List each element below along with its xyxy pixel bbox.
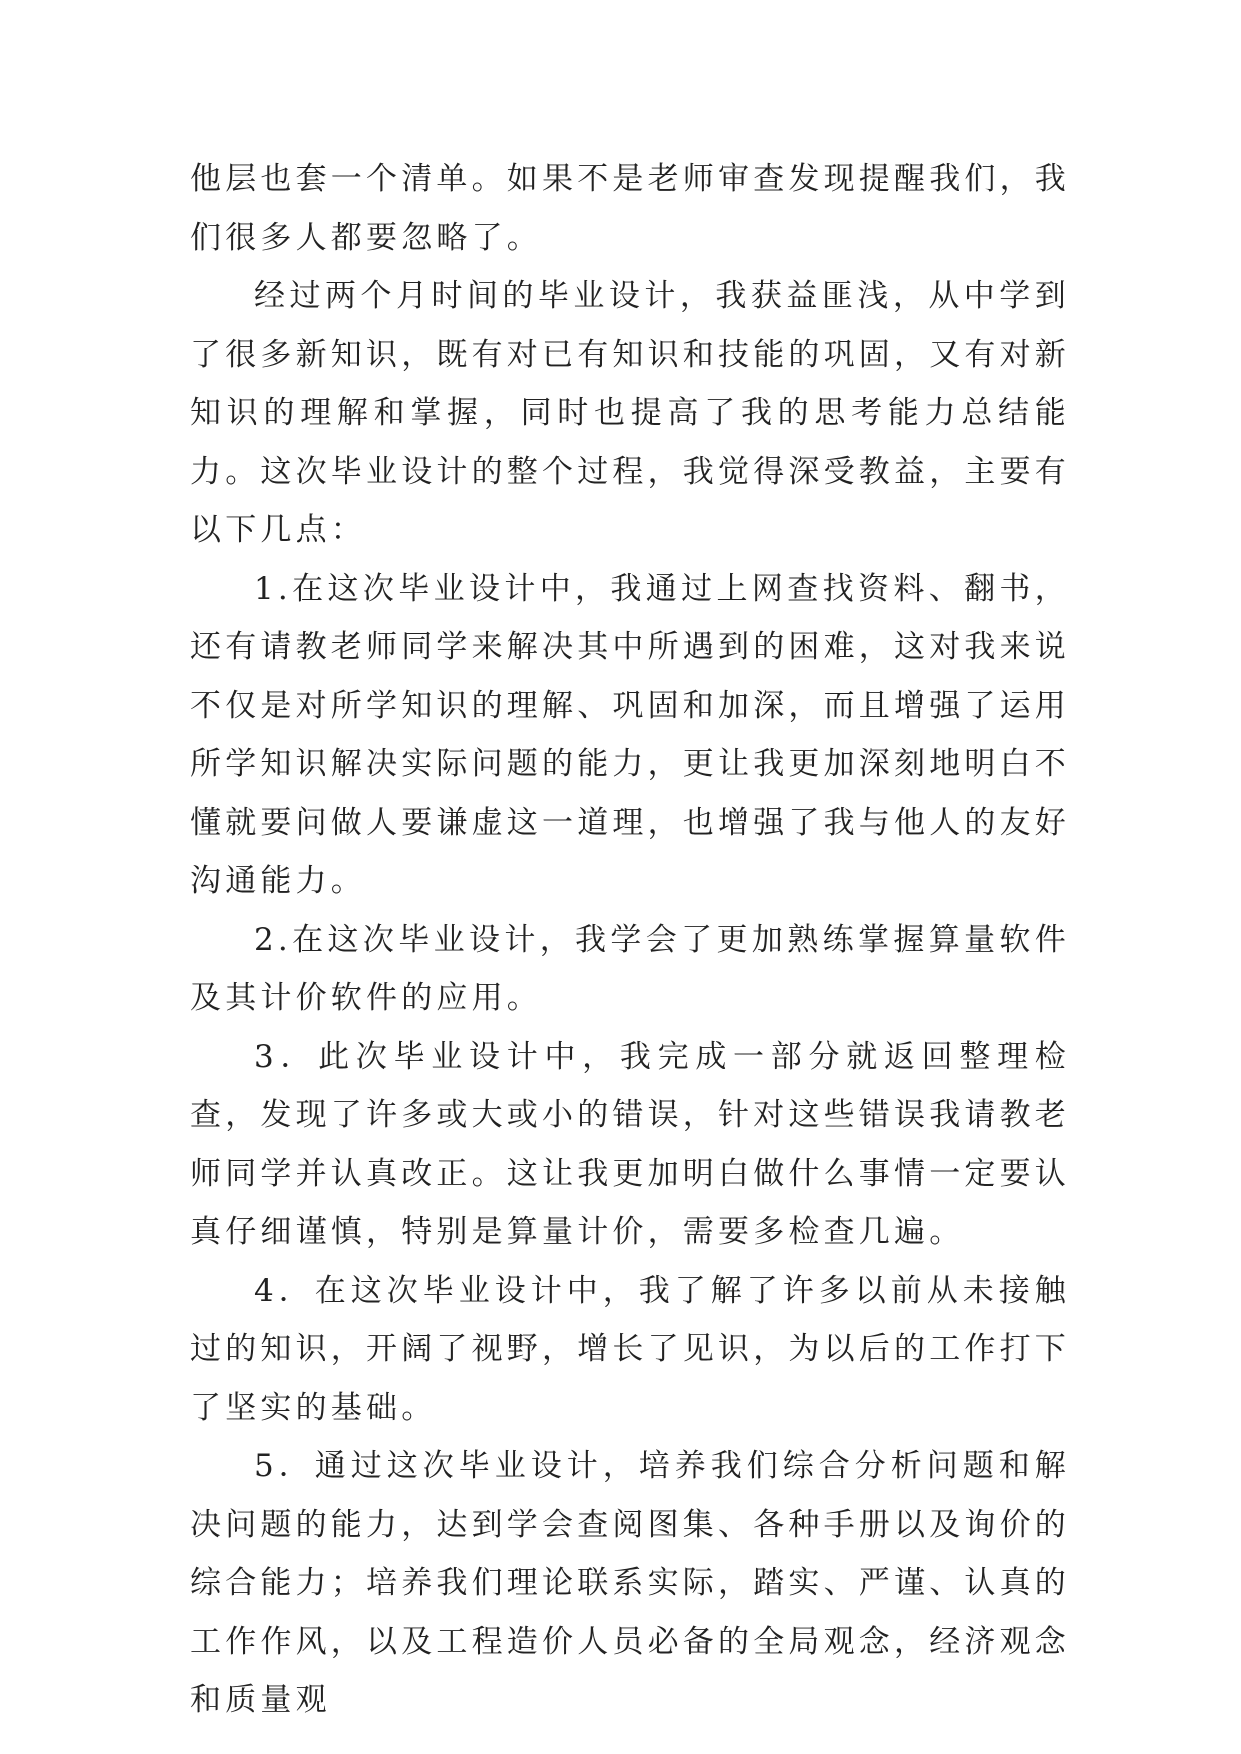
paragraph-point-5: 5．通过这次毕业设计，培养我们综合分析问题和解决问题的能力，达到学会查阅图集、各种手册以及询价的综合能力；培养我们理论联系实际，踏实、严谨、认真的工作作风，以及工程造价人员必备的全局观念，经济观念和质量观 [190, 1448, 1070, 1718]
paragraph-summary: 经过两个月时间的毕业设计，我获益匪浅，从中学到了很多新知识，既有对已有知识和技能的巩固，又有对新知识的理解和掌握，同时也提高了我的思考能力总结能力。这次毕业设计的整个过程，我觉得深受教益，主要有以下几点： [190, 278, 1070, 548]
document-body [190, 150, 1070, 1730]
paragraph-point-3: 3．此次毕业设计中，我完成一部分就返回整理检查，发现了许多或大或小的错误，针对这些错误我请教老师同学并认真改正。这让我更加明白做什么事情一定要认真仔细谨慎，特别是算量计价，需要多检查几遍。 [190, 1038, 1070, 1250]
paragraph-point-1: 1.在这次毕业设计中，我通过上网查找资料、翻书，还有请教老师同学来解决其中所遇到的困难，这对我来说不仅是对所学知识的理解、巩固和加深，而且增强了运用所学知识解决实际问题的能力，更让我更加深刻地明白不懂就要问做人要谦虚这一道理，也增强了我与他人的友好沟通能力。 [190, 570, 1070, 899]
paragraph-point-4: 4．在这次毕业设计中，我了解了许多以前从未接触过的知识，开阔了视野，增长了见识，为以后的工作打下了坚实的基础。 [190, 1272, 1070, 1426]
paragraph-continuation: 他层也套一个清单。如果不是老师审查发现提醒我们，我们很多人都要忽略了。 [190, 161, 1070, 256]
paragraph-point-2: 2.在这次毕业设计，我学会了更加熟练掌握算量软件及其计价软件的应用。 [190, 921, 1070, 1016]
